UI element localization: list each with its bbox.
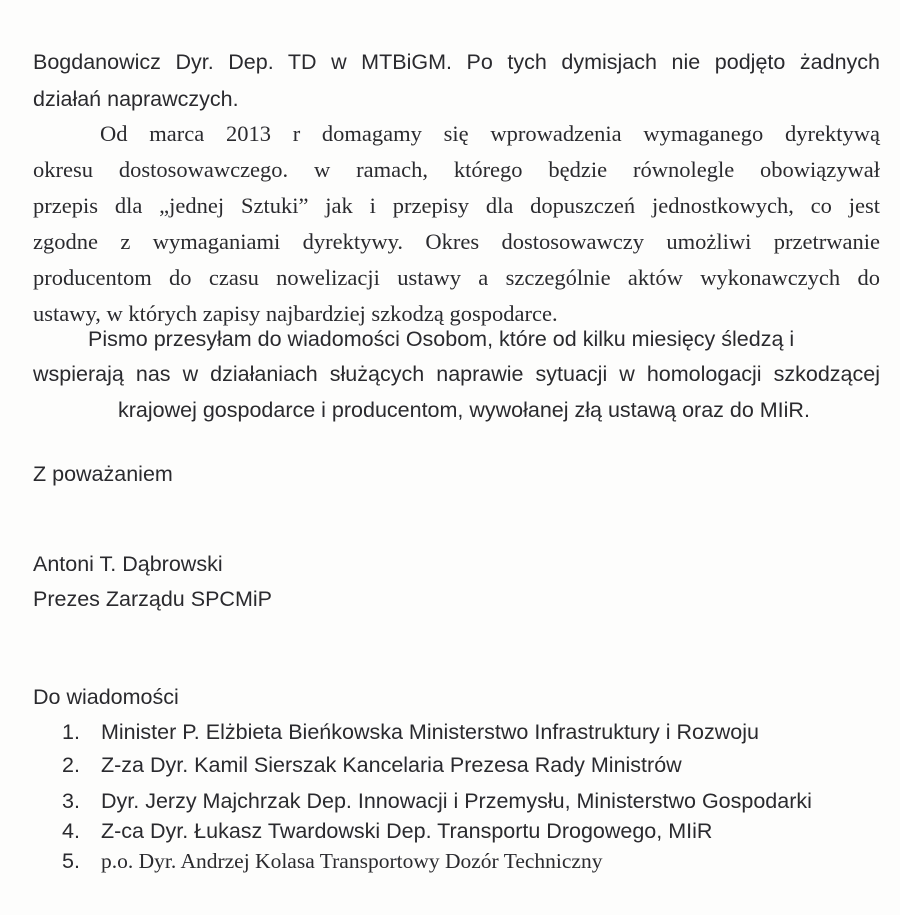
list-number: 2. <box>62 753 80 777</box>
text-line: Od marca 2013 r domagamy się wprowadzenia wymaganego dyrektywą <box>100 121 880 146</box>
list-text: Dyr. Jerzy Majchrzak Dep. Innowacji i Przemysłu, Ministerstwo Gospodarki <box>101 789 812 813</box>
text-line: Bogdanowicz Dyr. Dep. TD w MTBiGM. Po tych dymisjach nie podjęto żadnych <box>33 50 880 74</box>
text-line: przepis dla „jednej Sztuki” jak i przepisy dla dopuszczeń jednostkowych, co jest <box>33 193 880 218</box>
list-text: p.o. Dyr. Andrzej Kolasa Transportowy Dozór Techniczny <box>101 849 603 873</box>
text-line: okresu dostosowawczego. w ramach, którego będzie równolegle obowiązywał <box>33 157 880 182</box>
signer-name: Antoni T. Dąbrowski <box>33 552 223 576</box>
text-line: zgodne z wymaganiami dyrektywy. Okres dostosowawczy umożliwi przetrwanie <box>33 229 880 254</box>
text-line: producentom do czasu nowelizacji ustawy a szczególnie aktów wykonawczych do <box>33 265 880 290</box>
list-number: 4. <box>62 819 80 843</box>
list-text: Z-ca Dyr. Łukasz Twardowski Dep. Transportu Drogowego, MIiR <box>101 819 713 843</box>
text-line: krajowej gospodarce i producentom, wywołanej złą ustawą oraz do MIiR. <box>118 398 810 422</box>
list-number: 3. <box>62 789 80 813</box>
list-text: Z-za Dyr. Kamil Sierszak Kancelaria Prezesa Rady Ministrów <box>101 753 682 777</box>
signer-title: Prezes Zarządu SPCMiP <box>33 587 272 611</box>
text-line: wspierają nas w działaniach służących naprawie sytuacji w homologacji szkodzącej <box>33 362 880 386</box>
list-text: Minister P. Elżbieta Bieńkowska Ministerstwo Infrastruktury i Rozwoju <box>101 720 759 744</box>
list-number: 1. <box>62 720 80 744</box>
text-line: działań naprawczych. <box>33 87 239 111</box>
list-number: 5. <box>62 849 80 873</box>
cc-heading: Do wiadomości <box>33 685 179 709</box>
text-line: Pismo przesyłam do wiadomości Osobom, które od kilku miesięcy śledzą i <box>88 327 795 351</box>
text-line: ustawy, w których zapisy najbardziej szkodzą gospodarce. <box>33 301 558 326</box>
closing: Z poważaniem <box>33 462 173 486</box>
